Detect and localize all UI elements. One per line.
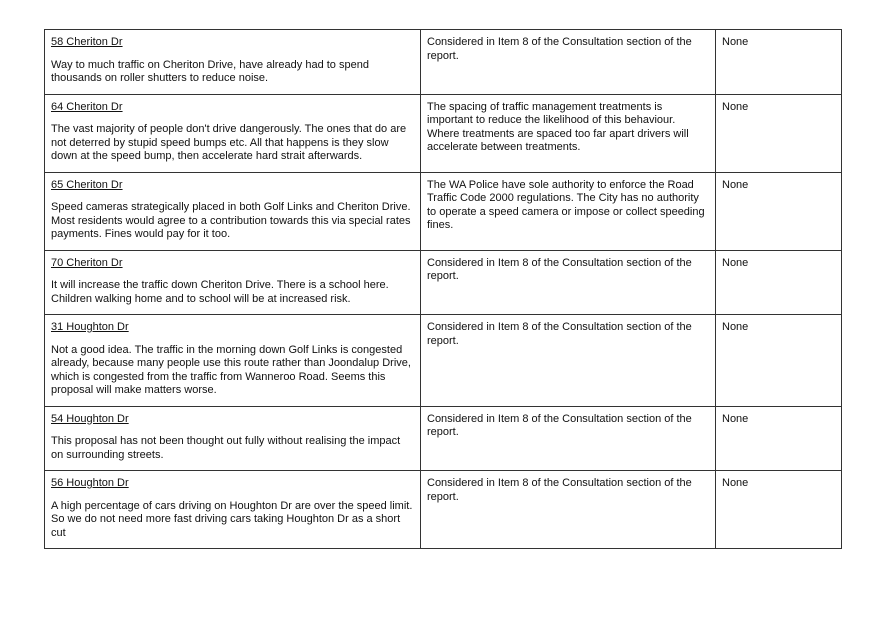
modification-cell xyxy=(716,315,842,407)
submission-comment: It will increase the traffic down Cheriton Drive. There is a school here. Children walking home and to school will be at increased risk. xyxy=(51,279,389,305)
modification-cell xyxy=(716,406,842,471)
table-row xyxy=(45,250,842,315)
submission-comment: This proposal has not been thought out fully without realising the impact on surrounding streets. xyxy=(51,435,401,461)
table-row xyxy=(45,471,842,549)
response-cell xyxy=(421,30,716,95)
officer-response: The WA Police have sole authority to enforce the Road Traffic Code 2000 regulations. The City has no authority to operate a speed camera or impose or collect speeding fines. xyxy=(427,178,705,231)
modification-value: None xyxy=(722,256,749,269)
officer-response: Considered in Item 8 of the Consultation section of the report. xyxy=(427,412,692,438)
modification-cell xyxy=(716,172,842,250)
submission-comment: A high percentage of cars driving on Houghton Dr are over the speed limit. So we do not need more fast driving cars taking Houghton Dr as a short cut xyxy=(51,499,413,539)
submissions-table-body xyxy=(45,30,842,549)
submitter-address: 65 Cheriton Dr xyxy=(51,178,123,191)
submitter-address: 64 Cheriton Dr xyxy=(51,100,123,113)
response-cell xyxy=(421,94,716,172)
response-cell xyxy=(421,406,716,471)
officer-response: Considered in Item 8 of the Consultation section of the report. xyxy=(427,477,692,503)
modification-value: None xyxy=(722,321,749,333)
response-cell xyxy=(421,172,716,250)
submission-cell xyxy=(45,172,421,250)
modification-value: None xyxy=(722,412,749,425)
submission-cell xyxy=(45,30,421,95)
response-cell xyxy=(421,315,716,407)
modification-cell xyxy=(716,94,842,172)
submission-comment: Speed cameras strategically placed in both Golf Links and Cheriton Drive. Most residents would agree to a contribution towards this via special rates payments. Fines would pay for it too. xyxy=(51,201,411,240)
submitter-address: 58 Cheriton Dr xyxy=(51,36,123,48)
officer-response: The spacing of traffic management treatments is important to reduce the likelihood of this behaviour. Where treatments are spaced too far apart drivers will accelerate between treatments. xyxy=(427,100,689,153)
submitter-address: 54 Houghton Dr xyxy=(51,412,129,425)
response-cell xyxy=(421,471,716,549)
modification-cell xyxy=(716,30,842,95)
submission-comment: Way to much traffic on Cheriton Drive, have already had to spend thousands on roller shutters to reduce noise. xyxy=(51,58,369,84)
modification-cell xyxy=(716,250,842,315)
modification-value: None xyxy=(722,36,749,48)
submission-cell xyxy=(45,94,421,172)
submission-cell xyxy=(45,250,421,315)
submitter-address: 70 Cheriton Dr xyxy=(51,256,123,269)
response-cell xyxy=(421,250,716,315)
submitter-address: 31 Houghton Dr xyxy=(51,321,129,333)
officer-response: Considered in Item 8 of the Consultation section of the report. xyxy=(427,36,692,62)
submitter-address: 56 Houghton Dr xyxy=(51,477,129,489)
officer-response: Considered in Item 8 of the Consultation section of the report. xyxy=(427,321,692,347)
submission-comment: The vast majority of people don't drive dangerously. The ones that do are not deterred by stupid speed bumps etc. All that happens is they slow down at the speed bump, then accelerate hard strait afterwards. xyxy=(51,123,407,162)
modification-value: None xyxy=(722,100,749,113)
table-row xyxy=(45,315,842,407)
table-row xyxy=(45,94,842,172)
table-row xyxy=(45,406,842,471)
modification-value: None xyxy=(722,477,749,489)
submission-cell xyxy=(45,471,421,549)
table-row xyxy=(45,172,842,250)
officer-response: Considered in Item 8 of the Consultation section of the report. xyxy=(427,256,692,282)
modification-value: None xyxy=(722,178,749,191)
submission-cell xyxy=(45,406,421,471)
submissions-table xyxy=(44,29,842,549)
table-row xyxy=(45,30,842,95)
submission-cell xyxy=(45,315,421,407)
modification-cell xyxy=(716,471,842,549)
submission-comment: Not a good idea. The traffic in the morning down Golf Links is congested already, because many people use this route rather than Joondalup Drive, which is congested from the traffic from Wanneroo Road. Seems this proposal will make matters worse. xyxy=(51,343,411,396)
